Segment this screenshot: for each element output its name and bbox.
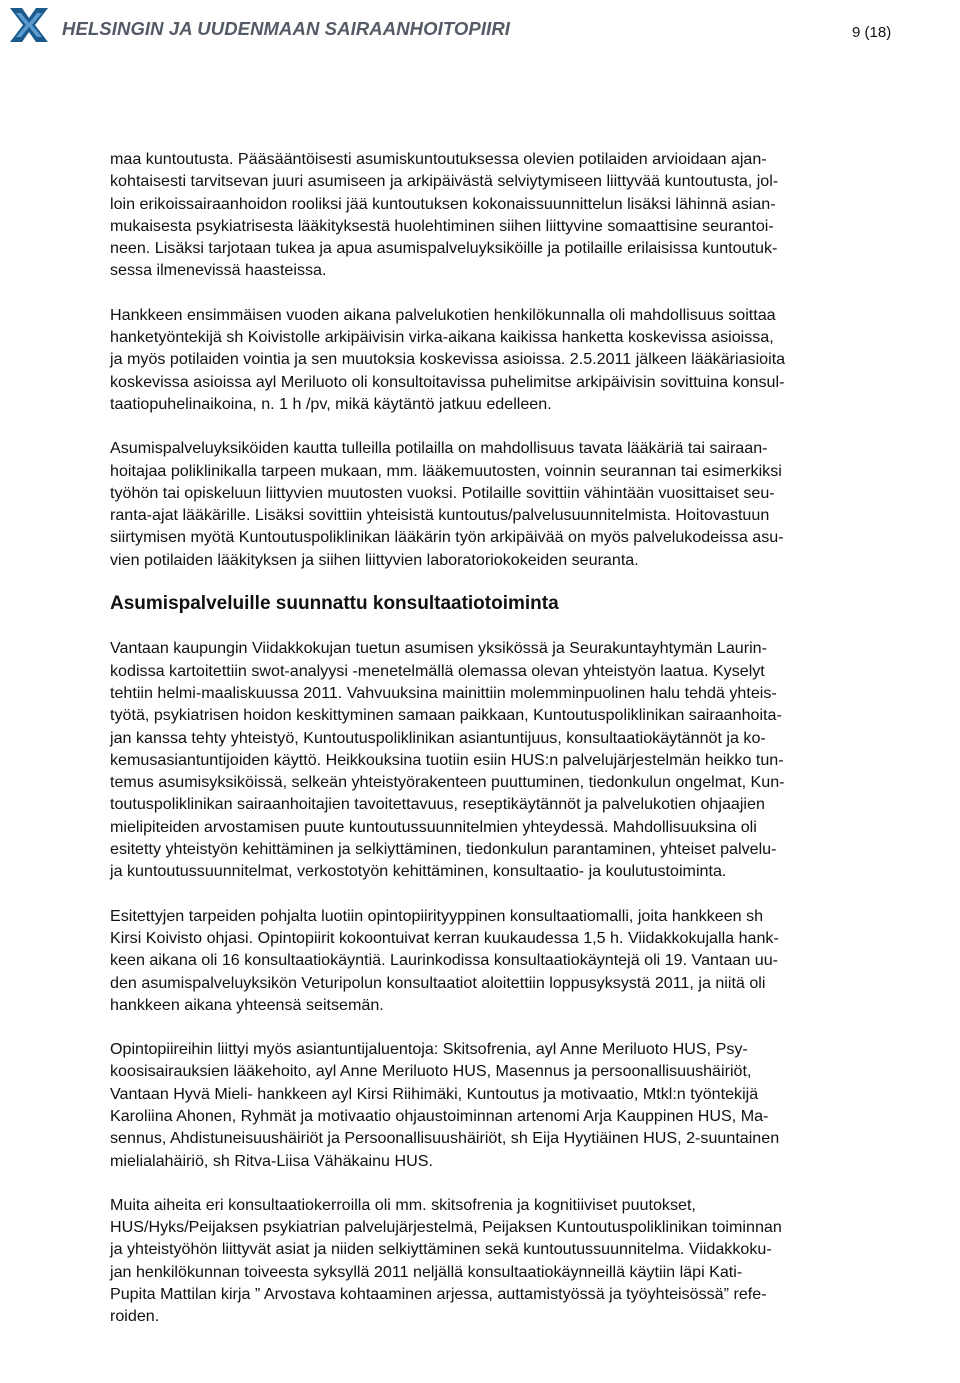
text-line: mielialahäiriö, sh Ritva-Liisa Vähäkainu HUS. bbox=[110, 1151, 433, 1170]
paragraph-2 bbox=[110, 304, 960, 415]
text-line: kodissa kartoitettiin swot-analyysi -menetelmällä olemassa olevan yhteistyön laatua. Kyselyt bbox=[110, 661, 765, 680]
text-line: koosisairauksien lääkehoito, ayl Anne Meriluoto HUS, Masennus ja persoonallisuushäiriöt, bbox=[110, 1062, 752, 1081]
text-line: Kirsi Koivisto ohjasi. Opintopiirit kokoontuivat kerran kuukaudessa 1,5 h. Viidakkokujalla hank- bbox=[110, 928, 779, 947]
text-line: Asumispalveluyksiköiden kautta tulleilla potilailla on mahdollisuus tavata lääkäriä tai sairaan- bbox=[110, 439, 768, 458]
text-line: kemusasiantuntijoiden käyttö. Heikkouksina tuotiin esiin HUS:n palvelujärjestelmän heikko tun- bbox=[110, 750, 784, 769]
text-line: kohtaisesti tarvitsevan juuri asumiseen ja arkipäivästä selviytymiseen liittyvää kuntoutusta, jol- bbox=[110, 172, 779, 191]
text-line: koskevissa asioissa ayl Meriluoto oli konsultoitavissa puhelimitse arkipäivisin sovittuina konsul- bbox=[110, 372, 785, 391]
text-line: sennus, Ahdistuneisuushäiriöt ja Persoonallisuushäiriöt, sh Eija Hyytiäinen HUS, 2-suuntainen bbox=[110, 1129, 780, 1148]
text-line: ranta-ajat lääkärille. Lisäksi sovittiin yhteisistä kuntoutus/palvelusuunnitelmista. Hoitovastuun bbox=[110, 506, 770, 525]
text-line: taatiopuhelinaikoina, n. 1 h /pv, mikä käytäntö jatkuu edelleen. bbox=[110, 394, 552, 413]
text-line: jan kanssa tehty yhteistyö, Kuntoutuspoliklinikan asiantuntijuus, konsultaatiokäytännöt ja ko- bbox=[110, 728, 766, 747]
paragraph-7 bbox=[110, 1194, 960, 1328]
text-line: hoitajaa poliklinikalla tarpeen mukaan, mm. lääkemuutosten, voinnin seurannan tai esimerkiksi bbox=[110, 461, 782, 480]
paragraph-6 bbox=[110, 1038, 960, 1172]
text-line: Pupita Mattilan kirja ” Arvostava kohtaaminen arjessa, auttamistyössä ja työyhteisössä” refe- bbox=[110, 1285, 767, 1304]
text-line: Vantaan kaupungin Viidakkokujan tuetun asumisen yksikössä ja Seurakuntayhtymän Laurin- bbox=[110, 639, 767, 658]
paragraph-3 bbox=[110, 437, 960, 571]
text-line: Vantaan Hyvä Mieli- hankkeen ayl Kirsi Riihimäki, Kuntoutus ja motivaatio, Mtkl:n työntekijä bbox=[110, 1084, 759, 1103]
text-line: tehtiin helmi-maaliskuussa 2011. Vahvuuksina mainittiin molemminpuolinen halu tehdä yhteis- bbox=[110, 683, 777, 702]
text-line: ja myös potilaiden vointia ja sen muutoksia koskevissa asioissa. 2.5.2011 jälkeen lääkäriasioita bbox=[110, 350, 786, 369]
text-line: työtä, psykiatrisen hoidon keskittyminen samaan paikkaan, Kuntoutuspoliklinikan sairaanhoita- bbox=[110, 706, 782, 725]
text-line: sessa ilmenevissä haasteissa. bbox=[110, 261, 327, 280]
text-line: neen. Lisäksi tarjotaan tukea ja apua asumispalveluyksiköille ja potilaille erilaisissa kuntoutuk- bbox=[110, 239, 778, 258]
text-line: loin erikoissairaanhoidon rooliksi jää kuntoutuksen kokonaissuunnittelun lisäksi lähinnä asian- bbox=[110, 194, 776, 213]
document-body bbox=[110, 148, 960, 1328]
text-line: Hankkeen ensimmäisen vuoden aikana palvelukotien henkilökunnalla oli mahdollisuus soittaa bbox=[110, 305, 776, 324]
section-heading: Asumispalveluille suunnattu konsultaatiotoiminta bbox=[110, 593, 559, 615]
text-line: vien potilaiden lääkityksen ja siihen liittyvien laboratoriokokeiden seuranta. bbox=[110, 550, 639, 569]
page-header bbox=[0, 0, 960, 60]
text-line: hanketyöntekijä sh Koivistolle arkipäivisin virka-aikana kaikissa hanketta koskevissa asioissa, bbox=[110, 328, 774, 347]
text-line: temus asumisyksiköissä, selkeän yhteistyörakenteen puuttuminen, tiedonkulun ongelmat, Kun- bbox=[110, 773, 785, 792]
text-line: ja yhteistyöhön liittyvät asiat ja niiden selkiyttäminen sekä kuntoutussuunnitelma. Viidakkoku- bbox=[110, 1240, 772, 1259]
text-line: siirtymisen myötä Kuntoutuspoliklinikan lääkärin työn arkipäivää on myös palvelukodeissa asu- bbox=[110, 528, 784, 547]
text-line: Esitettyjen tarpeiden pohjalta luotiin opintopiirityyppinen konsultaatiomalli, joita hankkeen sh bbox=[110, 906, 764, 925]
page-number: 9 (18) bbox=[852, 24, 892, 41]
text-line: roiden. bbox=[110, 1307, 160, 1326]
text-line: mielipiteiden arvostamisen puute kuntoutussuunnitelmien yhteydessä. Mahdollisuuksina oli bbox=[110, 817, 757, 836]
text-line: Opintopiireihin liittyi myös asiantuntijaluentoja: Skitsofrenia, ayl Anne Meriluoto HUS, Psy- bbox=[110, 1040, 748, 1059]
text-line: jan henkilökunnan toiveesta syksyllä 2011 neljällä konsultaatiokäynneillä käytiin läpi Kati- bbox=[110, 1262, 743, 1281]
text-line: toutuspoliklinikan sairaanhoitajien tavoitettavuus, reseptikäytännöt ja palvelukotien ohjaajien bbox=[110, 795, 765, 814]
text-line: Karoliina Ahonen, Ryhmät ja motivaatio ohjaustoiminnan artenomi Arja Kauppinen HUS, Ma- bbox=[110, 1106, 769, 1125]
text-line: den asumispalveluyksikön Veturipolun konsultaatiot aloitettiin loppusyksystä 2011, ja niitä oli bbox=[110, 973, 766, 992]
text-line: keen aikana oli 16 konsultaatiokäyntiä. Laurinkodissa konsultaatiokäyntejä oli 19. Vantaan uu- bbox=[110, 951, 779, 970]
text-line: hankkeen aikana yhteensä seitsemän. bbox=[110, 995, 384, 1014]
text-line: työhön tai opiskeluun liittyvien muutosten vuoksi. Potilaille sovittiin vähintään vuosittaiset seu- bbox=[110, 483, 775, 502]
paragraph-1 bbox=[110, 148, 960, 282]
organization-name: HELSINGIN JA UUDENMAAN SAIRAANHOITOPIIRI bbox=[62, 18, 511, 39]
paragraph-5 bbox=[110, 905, 960, 1016]
text-line: maa kuntoutusta. Pääsääntöisesti asumiskuntoutuksessa olevien potilaiden arvioidaan ajan- bbox=[110, 150, 767, 168]
paragraph-4 bbox=[110, 637, 960, 882]
text-line: Muita aiheita eri konsultaatiokerroilla oli mm. skitsofrenia ja kognitiiviset puutokset, bbox=[110, 1195, 696, 1214]
text-line: esitetty yhteistyön kehittäminen ja selkiyttäminen, tiedonkulun parantaminen, yhteiset palvelu- bbox=[110, 840, 777, 859]
text-line: HUS/Hyks/Peijaksen psykiatrian palvelujärjestelmä, Peijaksen Kuntoutuspoliklinikan toiminnan bbox=[110, 1218, 782, 1237]
text-line: ja kuntoutussuunnitelmat, verkostotyön kehittäminen, konsultaatio- ja koulutustoiminta. bbox=[110, 862, 727, 881]
hus-cross-logo-icon bbox=[6, 4, 52, 46]
text-line: mukaisesta psykiatrisesta lääkityksestä huolehtiminen siihen liittyvine somaattisine seurantoi- bbox=[110, 216, 774, 235]
